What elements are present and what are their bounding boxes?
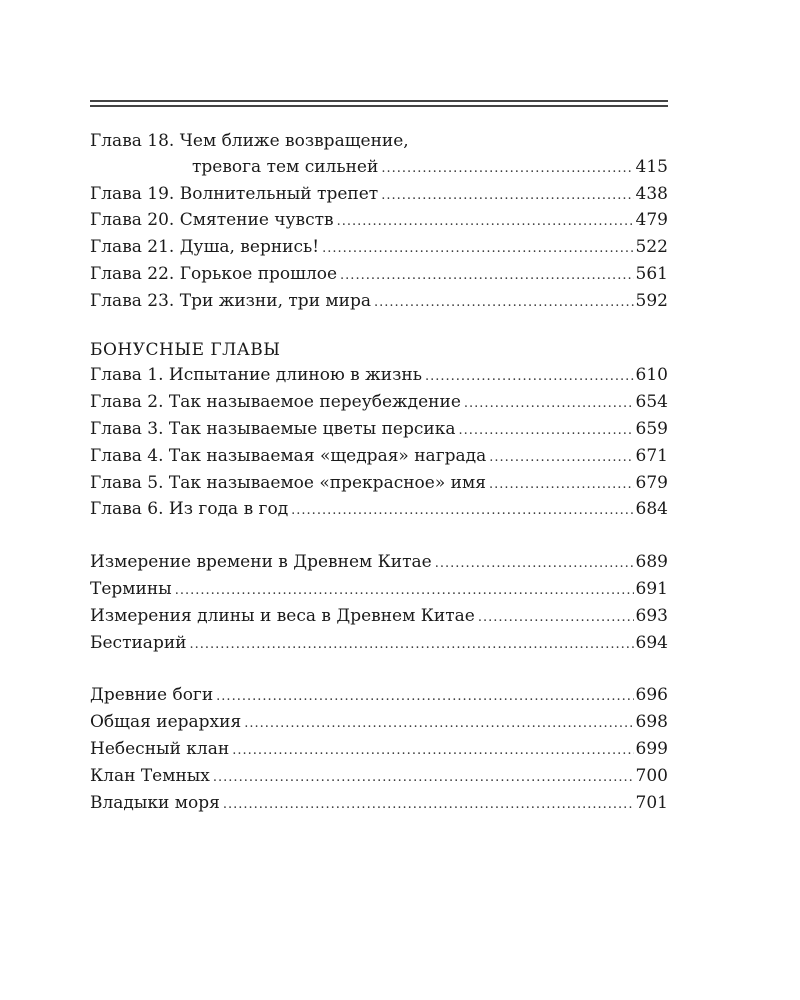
toc-entry-bonus-2[interactable]	[90, 390, 668, 417]
bonus-heading: БОНУСНЫЕ ГЛАВЫ	[90, 339, 281, 360]
dot-leader	[458, 418, 633, 444]
toc-entry-chapter-19[interactable]	[90, 182, 668, 209]
toc-page-number: 698	[635, 712, 668, 733]
toc-page-number: 679	[635, 472, 668, 493]
toc-label-line2: тревога тем сильней	[192, 156, 379, 177]
toc-page-number: 654	[635, 392, 668, 413]
toc-page-number: 479	[635, 210, 668, 231]
toc-label: Глава 20. Смятение чувств	[90, 210, 334, 231]
dot-leader	[340, 263, 634, 289]
toc-page-number: 610	[635, 365, 668, 386]
hierarchy-section	[90, 683, 668, 817]
toc-entry-chapter-23[interactable]	[90, 289, 668, 316]
dot-leader	[244, 711, 633, 737]
toc-entry-length-weight[interactable]	[90, 604, 668, 631]
toc-entry-bestiary[interactable]	[90, 631, 668, 658]
toc-label: Измерения длины и веса в Древнем Китае	[90, 605, 475, 626]
section-gap	[90, 524, 668, 550]
toc-entry-sea-lords[interactable]	[90, 791, 668, 818]
toc-page-number: 689	[635, 552, 668, 573]
bonus-section	[90, 338, 668, 525]
toc-page-number: 701	[635, 792, 668, 813]
toc-label-line1: Глава 18. Чем ближе возвращение,	[90, 131, 409, 151]
toc-entry-ancient-gods[interactable]	[90, 683, 668, 710]
section-gap	[90, 657, 668, 683]
toc-page-number: 592	[635, 290, 668, 311]
section-gap	[90, 316, 668, 338]
toc-entry-chapter-20[interactable]	[90, 208, 668, 235]
toc-label: Глава 1. Испытание длиною в жизнь	[90, 365, 422, 386]
dot-leader	[489, 472, 634, 498]
toc-entry-chapter-22[interactable]	[90, 262, 668, 289]
toc-page-number: 700	[635, 765, 668, 786]
toc-page-number: 693	[635, 605, 668, 626]
toc-page-number: 684	[635, 499, 668, 520]
toc-page-number: 415	[635, 156, 668, 177]
toc-page-number: 522	[635, 237, 668, 258]
chapters-section	[90, 129, 668, 316]
toc-label: Глава 5. Так называемое «прекрасное» имя	[90, 472, 486, 493]
toc-label: Небесный клан	[90, 738, 230, 759]
toc-label: Термины	[90, 578, 172, 599]
dot-leader	[291, 498, 633, 524]
toc-label: Глава 2. Так называемое переубеждение	[90, 392, 461, 413]
dot-leader	[213, 765, 634, 791]
toc-page-number: 699	[635, 738, 668, 759]
toc-page-number: 659	[635, 418, 668, 439]
toc-label: Глава 19. Волнительный трепет	[90, 183, 379, 204]
toc-page-number: 694	[635, 632, 668, 653]
toc-label: Древние боги	[90, 685, 214, 706]
toc-entry-bonus-3[interactable]	[90, 417, 668, 444]
toc-label: Глава 22. Горькое прошлое	[90, 263, 338, 284]
toc-label: Клан Темных	[90, 765, 210, 786]
toc-entry-chapter-18[interactable]	[90, 129, 668, 182]
toc-entry-heavenly-clan[interactable]	[90, 737, 668, 764]
toc-entry-bonus-6[interactable]	[90, 497, 668, 524]
toc-label: Общая иерархия	[90, 712, 242, 733]
toc-entry-bonus-1[interactable]	[90, 363, 668, 390]
toc-label: Владыки моря	[90, 792, 220, 813]
dot-leader	[216, 684, 633, 710]
toc-entry-bonus-5[interactable]	[90, 471, 668, 498]
toc-entry-dark-clan[interactable]	[90, 764, 668, 791]
toc-label: Глава 23. Три жизни, три мира	[90, 290, 371, 311]
toc-entry-time-measurement[interactable]	[90, 550, 668, 577]
toc-label: Глава 6. Из года в год	[90, 499, 289, 520]
toc-entry-bonus-4[interactable]	[90, 444, 668, 471]
toc-page-number: 438	[635, 183, 668, 204]
header-rule-bottom	[90, 105, 668, 107]
toc-label: Глава 4. Так называемая «щедрая» награда	[90, 445, 487, 466]
toc-entry-chapter-21[interactable]	[90, 235, 668, 262]
dot-leader	[381, 183, 633, 209]
dot-leader	[337, 209, 634, 235]
toc-page-number: 671	[635, 445, 668, 466]
dot-leader	[175, 578, 634, 604]
dot-leader	[322, 236, 633, 262]
toc-page-number: 561	[635, 263, 668, 284]
toc-label: Бестиарий	[90, 632, 187, 653]
dot-leader	[425, 364, 634, 390]
dot-leader	[381, 156, 633, 182]
toc-entry-general-hierarchy[interactable]	[90, 710, 668, 737]
dot-leader	[374, 290, 634, 316]
toc-page	[90, 100, 668, 817]
dot-leader	[489, 445, 633, 471]
toc-label: Глава 3. Так называемые цветы персика	[90, 418, 456, 439]
toc-label: Измерение времени в Древнем Китае	[90, 552, 432, 573]
toc-label: Глава 21. Душа, вернись!	[90, 237, 320, 258]
header-rule-top	[90, 100, 668, 102]
dot-leader	[478, 605, 634, 631]
toc-entry-terms[interactable]	[90, 577, 668, 604]
dot-leader	[435, 551, 634, 577]
dot-leader	[190, 632, 634, 658]
appendix-section	[90, 550, 668, 657]
dot-leader	[464, 391, 634, 417]
dot-leader	[232, 738, 633, 764]
toc-page-number: 696	[635, 685, 668, 706]
toc-page-number: 691	[635, 578, 668, 599]
dot-leader	[223, 792, 634, 818]
